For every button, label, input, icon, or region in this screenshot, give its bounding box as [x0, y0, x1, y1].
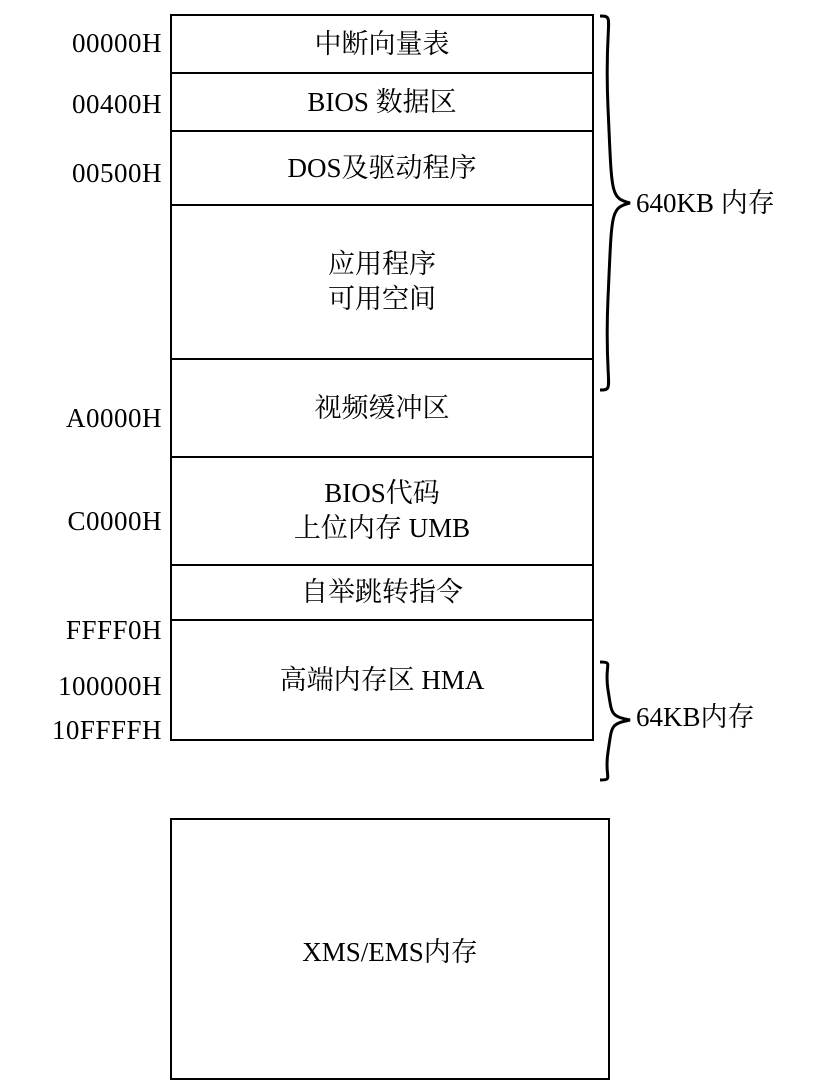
- segment-label: 中断向量表: [314, 28, 450, 59]
- xms-ems-label: XMS/EMS内存: [302, 936, 478, 967]
- address-label-100000H: 100000H: [58, 671, 162, 701]
- segment-label: 高端内存区 HMA: [279, 664, 485, 695]
- segment-label-line2: 上位内存 UMB: [293, 513, 471, 543]
- segment-label-line2: 可用空间: [328, 284, 436, 314]
- segment-video-buffer: [172, 360, 592, 458]
- segment-high-memory-area: [172, 621, 592, 739]
- segment-bootstrap-jump: [172, 566, 592, 621]
- segment-bios-data-area: [172, 74, 592, 132]
- address-label-A0000H: A0000H: [66, 403, 162, 433]
- conventional-memory-brace: [594, 8, 638, 398]
- segment-bios-code-umb: [172, 458, 592, 566]
- address-label-00000H: 00000H: [72, 28, 162, 58]
- address-label-00400H: 00400H: [72, 89, 162, 119]
- hma-size-annotation: 64KB内存: [636, 702, 755, 732]
- address-label-C0000H: C0000H: [67, 506, 162, 536]
- address-label-FFFF0H: FFFF0H: [65, 615, 162, 645]
- segment-label: DOS及驱动程序: [287, 152, 477, 183]
- address-label-00500H: 00500H: [72, 158, 162, 188]
- memory-map-table: [170, 14, 594, 741]
- segment-dos-and-drivers: [172, 132, 592, 206]
- address-label-10FFFFH: 10FFFFH: [51, 715, 162, 745]
- conventional-memory-annotation: 640KB 内存: [636, 188, 775, 218]
- address-label-column: [0, 0, 162, 1088]
- segment-application-free-space: [172, 206, 592, 360]
- segment-interrupt-vector-table: [172, 16, 592, 74]
- segment-label: BIOS 数据区: [307, 86, 457, 117]
- segment-label: 视频缓冲区: [314, 392, 450, 423]
- xms-ems-memory-block: [170, 818, 610, 1080]
- segment-label-line1: 应用程序: [328, 249, 436, 280]
- segment-label-line1: BIOS代码: [324, 478, 440, 509]
- segment-label: 自举跳转指令: [301, 577, 463, 608]
- hma-size-brace: [594, 656, 638, 786]
